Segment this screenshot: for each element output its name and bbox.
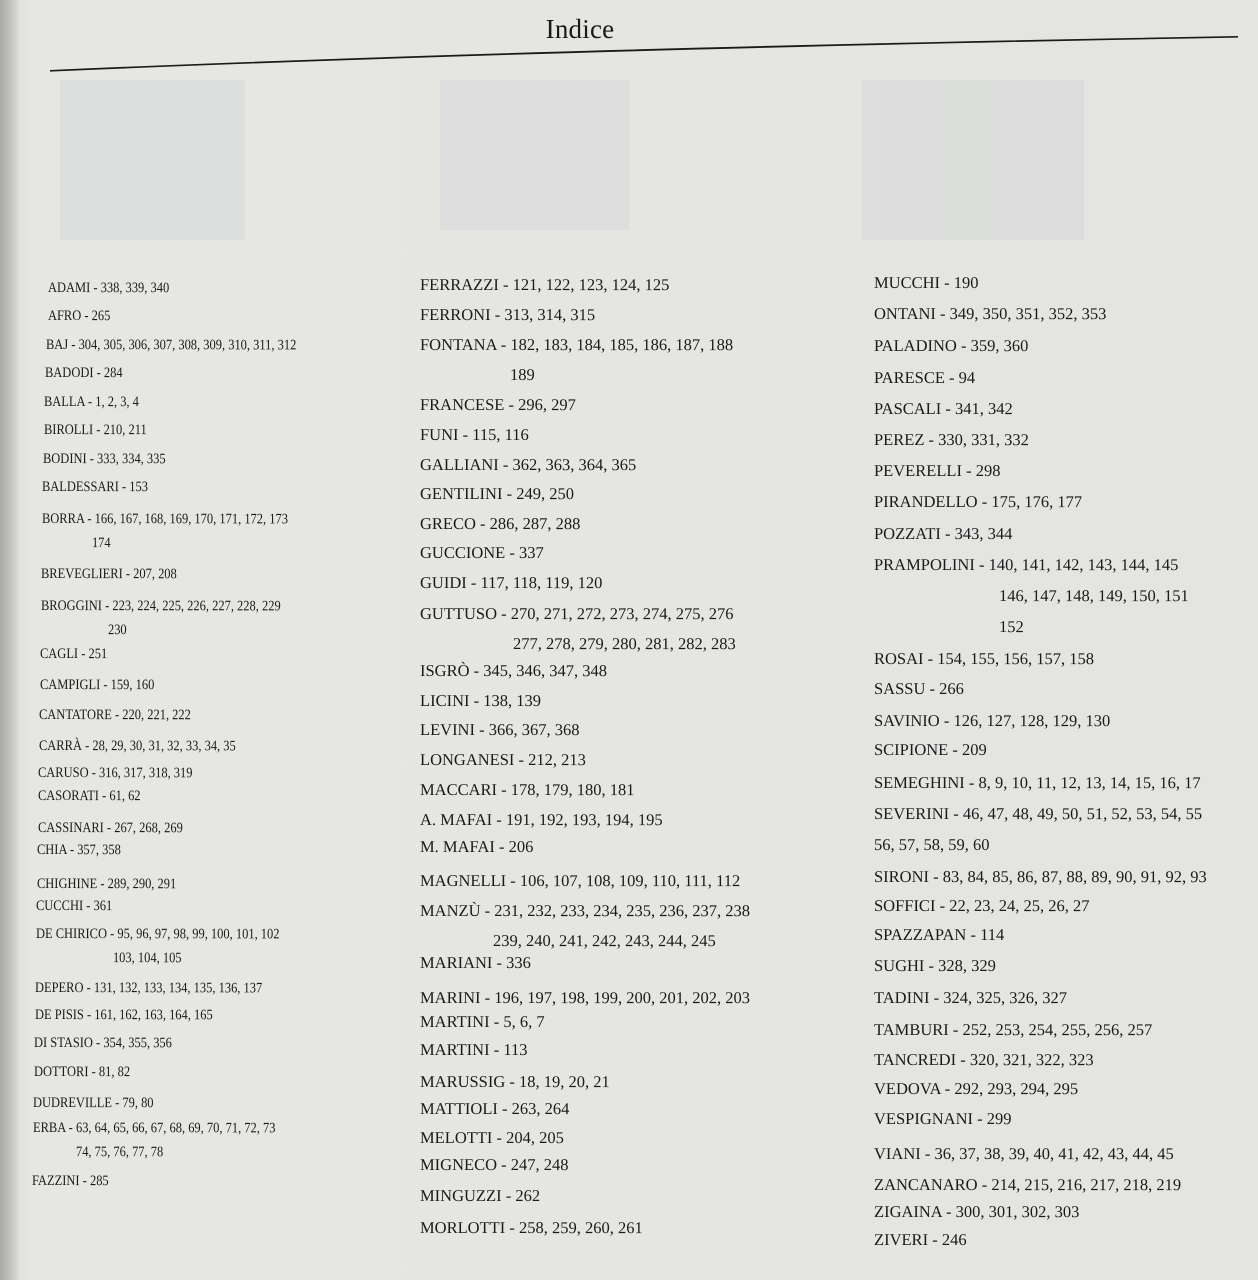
index-entry: MARTINI - 5, 6, 7 [419,1012,545,1032]
entry-artist-name: SOFFICI [873,896,936,916]
entry-page-numbers: 333, 334, 335 [97,451,166,468]
index-entry: SAVINIO - 126, 127, 128, 129, 130 [873,711,1111,731]
entry-artist-name: CANTATORE [38,707,112,724]
entry-artist-name: GENTILINI [419,484,503,504]
entry-artist-name: CUCCHI [35,898,84,915]
entry-artist-name: SPAZZAPAN [873,925,967,945]
index-entry: VESPIGNANI - 299 [873,1109,1012,1129]
index-entry: MARINI - 196, 197, 198, 199, 200, 201, 202, 203 [419,988,750,1008]
page-title: Indice [545,14,615,44]
index-entry: MIGNECO - 247, 248 [419,1155,569,1175]
entry-artist-name: DI STASIO [33,1035,93,1052]
index-entry: GUTTUSO - 270, 271, 272, 273, 274, 275, 276 277, 278, 279, 280, 281, 282, 283 [419,604,736,654]
entry-artist-name: TAMBURI [873,1020,949,1040]
entry-page-numbers: 22, 23, 24, 25, 26, 27 [949,896,1090,916]
index-entry: GENTILINI - 249, 250 [419,484,574,504]
entry-page-numbers: 263, 264 [511,1099,570,1119]
index-entry: DEPERO - 131, 132, 133, 134, 135, 136, 137 [34,980,263,997]
entry-page-numbers: 284 [103,365,123,382]
entry-page-numbers: 191, 192, 193, 194, 195 [505,810,663,830]
index-entry: PEVERELLI - 298 [873,461,1001,481]
entry-artist-name: MINGUZZI [419,1186,502,1206]
entry-page-numbers-continued: 56, 57, 58, 59, 60 [873,835,990,855]
index-entry: CHIGHINE - 289, 290, 291 [36,876,177,893]
index-entry: FONTANA - 182, 183, 184, 185, 186, 187, 188 189 [419,335,734,385]
index-entry: PEREZ - 330, 331, 332 [873,430,1029,450]
index-entry: VEDOVA - 292, 293, 294, 295 [873,1079,1079,1099]
entry-artist-name: SUGHI [873,956,925,976]
index-entry: CARUSO - 316, 317, 318, 319 [37,765,193,782]
entry-page-numbers: 354, 355, 356 [103,1035,172,1052]
entry-page-numbers: 175, 176, 177 [991,492,1083,512]
entry-artist-name: GRECO [419,514,476,534]
entry-artist-name: CARRÀ [38,738,82,755]
entry-page-numbers: 336 [506,953,531,973]
entry-page-numbers-continued: 230 [107,622,127,639]
entry-page-numbers: 207, 208 [133,566,177,583]
entry-page-numbers: 296, 297 [518,395,576,415]
entry-page-numbers: 154, 155, 156, 157, 158 [937,649,1095,669]
entry-artist-name: SASSU [873,679,926,699]
index-entry: GRECO - 286, 287, 288 [419,514,581,534]
entry-page-numbers: 362, 363, 364, 365 [512,455,637,475]
entry-artist-name: GUTTUSO [419,604,497,624]
entry-artist-name: MARTINI [419,1012,490,1032]
index-entry: A. MAFAI - 191, 192, 193, 194, 195 [419,810,663,830]
index-entry: GUIDI - 117, 118, 119, 120 [419,573,603,593]
entry-artist-name: LICINI [419,691,470,711]
entry-artist-name: DOTTORI [33,1064,89,1081]
index-entry: GALLIANI - 362, 363, 364, 365 [419,455,637,475]
entry-artist-name: DEPERO [34,980,84,997]
entry-page-numbers: 5, 6, 7 [503,1012,545,1032]
entry-page-numbers: 300, 301, 302, 303 [955,1202,1080,1222]
index-entry: DE PISIS - 161, 162, 163, 164, 165 [34,1007,213,1024]
entry-page-numbers: 246 [941,1230,967,1250]
entry-artist-name: SAVINIO [873,711,940,731]
entry-artist-name: FAZZINI [31,1173,80,1190]
index-entry: PRAMPOLINI - 140, 141, 142, 143, 144, 145 146, 147, 148, 149, 150, 151 152 [873,555,1189,637]
entry-page-numbers: 357, 358 [77,842,121,859]
index-entry: PARESCE - 94 [873,368,976,388]
entry-page-numbers: 138, 139 [483,691,541,711]
entry-artist-name: CAGLI [39,646,79,663]
entry-page-numbers: 178, 179, 180, 181 [510,780,635,800]
entry-artist-name: MORLOTTI [419,1218,506,1238]
index-entry: BORRA - 166, 167, 168, 169, 170, 171, 172, 173 174 [41,511,288,552]
index-entry: MATTIOLI - 263, 264 [419,1099,570,1119]
entry-artist-name: PALADINO [873,336,957,356]
entry-artist-name: DUDREVILLE [32,1095,112,1112]
entry-page-numbers: 126, 127, 128, 129, 130 [953,711,1111,731]
index-entry: CASORATI - 61, 62 [37,788,141,805]
entry-page-numbers: 1, 2, 3, 4 [95,394,139,411]
index-entry: FAZZINI - 285 [31,1173,109,1190]
index-entry: TAMBURI - 252, 253, 254, 255, 256, 257 [873,1020,1153,1040]
index-entry: DUDREVILLE - 79, 80 [32,1095,154,1112]
index-entry: ISGRÒ - 345, 346, 347, 348 [419,661,608,681]
index-entry: LICINI - 138, 139 [419,691,541,711]
entry-artist-name: CARUSO [37,765,89,782]
index-entry: MARTINI - 113 [419,1040,528,1060]
index-entry: FUNI - 115, 116 [419,425,529,445]
entry-page-numbers: 359, 360 [970,336,1029,356]
entry-artist-name: PRAMPOLINI [873,555,975,575]
index-entry: MAGNELLI - 106, 107, 108, 109, 110, 111, 112 [419,871,741,891]
entry-page-numbers: 182, 183, 184, 185, 186, 187, 188 [510,335,734,355]
entry-page-numbers: 113 [503,1040,528,1060]
entry-page-numbers: 36, 37, 38, 39, 40, 41, 42, 43, 44, 45 [934,1144,1174,1164]
title-rule [50,34,1238,74]
entry-artist-name: VEDOVA [873,1079,941,1099]
entry-artist-name: MACCARI [419,780,498,800]
entry-artist-name: VIANI [873,1144,921,1164]
index-entry: LONGANESI - 212, 213 [419,750,586,770]
entry-page-numbers: 117, 118, 119, 120 [480,573,603,593]
index-entry: DI STASIO - 354, 355, 356 [33,1035,172,1052]
entry-artist-name: SIRONI [873,867,930,887]
entry-artist-name: BODINI [42,451,87,468]
entry-page-numbers: 299 [986,1109,1012,1129]
index-entry: BIROLLI - 210, 211 [43,422,147,439]
entry-page-numbers: 298 [975,461,1001,481]
entry-page-numbers: 63, 64, 65, 66, 67, 68, 69, 70, 71, 72, 73 [75,1120,276,1137]
entry-page-numbers: 166, 167, 168, 169, 170, 171, 172, 173 [94,511,288,528]
entry-page-numbers: 18, 19, 20, 21 [519,1072,610,1092]
index-entry: SCIPIONE - 209 [873,740,987,760]
entry-page-numbers: 262 [515,1186,541,1206]
entry-page-numbers: 46, 47, 48, 49, 50, 51, 52, 53, 54, 55 [962,804,1203,824]
entry-artist-name: PEREZ [873,430,925,450]
index-entry: SEMEGHINI - 8, 9, 10, 11, 12, 13, 14, 15, 16, 17 [873,773,1201,793]
entry-artist-name: FERRAZZI [419,275,499,295]
entry-page-numbers: 343, 344 [954,524,1013,544]
entry-page-numbers: 247, 248 [510,1155,569,1175]
index-entry: DOTTORI - 81, 82 [33,1064,131,1081]
entry-artist-name: ADAMI [47,280,91,297]
index-entry: MANZÙ - 231, 232, 233, 234, 235, 236, 237, 238 239, 240, 241, 242, 243, 244, 245 [419,901,750,951]
index-entry: CASSINARI - 267, 268, 269 [37,820,183,837]
index-entry: TANCREDI - 320, 321, 322, 323 [873,1050,1094,1070]
entry-page-numbers: 209 [962,740,987,760]
entry-page-numbers: 292, 293, 294, 295 [954,1079,1079,1099]
index-entry: BAJ - 304, 305, 306, 307, 308, 309, 310, 311, 312 [45,337,297,354]
entry-page-numbers: 223, 224, 225, 226, 227, 228, 229 [112,598,281,615]
entry-artist-name: FONTANA [419,335,497,355]
index-entry: ZANCANARO - 214, 215, 216, 217, 218, 219 [873,1175,1182,1195]
entry-artist-name: MARTINI [419,1040,490,1060]
entry-artist-name: CHIGHINE [36,876,98,893]
index-entry: LEVINI - 366, 367, 368 [419,720,580,740]
entry-artist-name: BREVEGLIERI [40,566,123,583]
index-entry: PIRANDELLO - 175, 176, 177 [873,492,1083,512]
entry-page-numbers: 285 [89,1173,109,1190]
index-entry: CARRÀ - 28, 29, 30, 31, 32, 33, 34, 35 [38,738,236,755]
index-entry: MACCARI - 178, 179, 180, 181 [419,780,635,800]
index-entry: CANTATORE - 220, 221, 222 [38,707,191,724]
entry-page-numbers: 231, 232, 233, 234, 235, 236, 237, 238 [494,901,750,921]
entry-page-numbers: 366, 367, 368 [488,720,580,740]
entry-page-numbers: 258, 259, 260, 261 [518,1218,643,1238]
index-entry: SUGHI - 328, 329 [873,956,996,976]
index-entry: SEVERINI - 46, 47, 48, 49, 50, 51, 52, 53, 54, 55 56, 57, 58, 59, 60 [873,804,1203,855]
index-entry: DE CHIRICO - 95, 96, 97, 98, 99, 100, 101, 102 103, 104, 105 [35,926,280,967]
entry-page-numbers: 252, 253, 254, 255, 256, 257 [962,1020,1153,1040]
entry-page-numbers: 286, 287, 288 [489,514,581,534]
index-entry: SPAZZAPAN - 114 [873,925,1005,945]
entry-artist-name: PIRANDELLO [873,492,978,512]
entry-page-numbers-continued: 239, 240, 241, 242, 243, 244, 245 [492,931,716,951]
index-entry: MARUSSIG - 18, 19, 20, 21 [419,1072,610,1092]
index-entry: FERRONI - 313, 314, 315 [419,305,596,325]
entry-page-numbers: 131, 132, 133, 134, 135, 136, 137 [93,980,263,997]
index-entry: GUCCIONE - 337 [419,543,544,563]
entry-artist-name: SEMEGHINI [873,773,965,793]
spine-shadow [0,0,20,1280]
entry-artist-name: LEVINI [419,720,475,740]
entry-page-numbers: 81, 82 [98,1064,131,1081]
entry-artist-name: ZIVERI [873,1230,929,1250]
index-entry: BROGGINI - 223, 224, 225, 226, 227, 228, 229 230 [40,598,281,639]
entry-artist-name: DE PISIS [34,1007,84,1024]
entry-page-numbers: 83, 84, 85, 86, 87, 88, 89, 90, 91, 92, 93 [942,867,1207,887]
entry-page-numbers: 337 [518,543,544,563]
index-entry: CAMPIGLI - 159, 160 [39,677,155,694]
show-through-image [440,80,630,230]
entry-page-numbers: 316, 317, 318, 319 [98,765,193,782]
entry-artist-name: A. MAFAI [419,810,493,830]
index-entry: MINGUZZI - 262 [419,1186,541,1206]
entry-page-numbers: 289, 290, 291 [107,876,177,893]
entry-page-numbers: 190 [953,273,979,293]
entry-page-numbers: 115, 116 [472,425,529,445]
entry-page-numbers: 361 [93,898,113,915]
index-entry: PALADINO - 359, 360 [873,336,1029,356]
index-entry: BADODI - 284 [44,365,123,382]
show-through-image [862,80,1084,240]
entry-artist-name: MIGNECO [419,1155,497,1175]
entry-page-numbers-continued: 174 [91,535,111,552]
index-entry: ROSAI - 154, 155, 156, 157, 158 [873,649,1095,669]
entry-page-numbers-continued: 189 [509,365,535,385]
entry-page-numbers: 121, 122, 123, 124, 125 [512,275,670,295]
index-entry: SASSU - 266 [873,679,964,699]
index-entry: BALLA - 1, 2, 3, 4 [43,394,139,411]
entry-artist-name: BALDESSARI [41,479,119,496]
entry-artist-name: MARUSSIG [419,1072,506,1092]
index-entry: MORLOTTI - 258, 259, 260, 261 [419,1218,643,1238]
entry-artist-name: ZANCANARO [873,1175,978,1195]
entry-artist-name: ONTANI [873,304,936,324]
index-entry: ADAMI - 338, 339, 340 [47,280,170,297]
entry-artist-name: PARESCE [873,368,945,388]
index-entry: CUCCHI - 361 [35,898,113,915]
index-entry: SIRONI - 83, 84, 85, 86, 87, 88, 89, 90, 91, 92, 93 [873,867,1207,887]
entry-page-numbers: 94 [958,368,976,388]
entry-page-numbers: 249, 250 [516,484,574,504]
entry-artist-name: BALLA [43,394,85,411]
entry-page-numbers: 196, 197, 198, 199, 200, 201, 202, 203 [494,988,750,1008]
entry-page-numbers: 304, 305, 306, 307, 308, 309, 310, 311, 312 [78,337,297,354]
entry-page-numbers: 345, 346, 347, 348 [483,661,608,681]
entry-artist-name: PASCALI [873,399,942,419]
entry-page-numbers: 159, 160 [110,677,155,694]
entry-page-numbers: 79, 80 [122,1095,154,1112]
index-entry: ZIVERI - 246 [873,1230,967,1250]
entry-artist-name: MATTIOLI [419,1099,498,1119]
entry-page-numbers: 330, 331, 332 [938,430,1029,450]
entry-artist-name: BADODI [44,365,94,382]
index-entry: BREVEGLIERI - 207, 208 [40,566,177,583]
index-entry: POZZATI - 343, 344 [873,524,1013,544]
index-entry: ONTANI - 349, 350, 351, 352, 353 [873,304,1107,324]
entry-artist-name: MAGNELLI [419,871,507,891]
entry-page-numbers: 214, 215, 216, 217, 218, 219 [991,1175,1182,1195]
entry-artist-name: CASSINARI [37,820,104,837]
entry-page-numbers-continued: 152 [998,617,1024,637]
entry-page-numbers-continued: 103, 104, 105 [112,950,182,967]
entry-artist-name: GUCCIONE [419,543,506,563]
index-entry: ERBA - 63, 64, 65, 66, 67, 68, 69, 70, 71, 72, 73 74, 75, 76, 77, 78 [32,1120,276,1161]
entry-page-numbers: 349, 350, 351, 352, 353 [949,304,1107,324]
entry-artist-name: PEVERELLI [873,461,962,481]
entry-artist-name: FRANCESE [419,395,505,415]
entry-artist-name: GUIDI [419,573,467,593]
entry-page-numbers: 328, 329 [938,956,996,976]
index-entry: ZIGAINA - 300, 301, 302, 303 [873,1202,1080,1222]
entry-page-numbers: 266 [939,679,964,699]
entry-artist-name: CASORATI [37,788,99,805]
entry-page-numbers: 251 [88,646,108,663]
index-entry: MARIANI - 336 [419,953,531,973]
entry-page-numbers: 338, 339, 340 [100,280,170,297]
entry-artist-name: BORRA [41,511,85,528]
entry-artist-name: BROGGINI [40,598,102,615]
index-entry: MUCCHI - 190 [873,273,979,293]
entry-artist-name: CHIA [36,842,67,859]
index-entry: M. MAFAI - 206 [419,837,534,857]
entry-artist-name: M. MAFAI [419,837,495,857]
entry-artist-name: BAJ [45,337,69,354]
entry-page-numbers: 206 [508,837,534,857]
entry-page-numbers: 320, 321, 322, 323 [969,1050,1094,1070]
entry-artist-name: ROSAI [873,649,924,669]
entry-artist-name: ISGRÒ [419,661,470,681]
index-entry: AFRO - 265 [47,308,111,325]
entry-page-numbers: 265 [91,308,111,325]
entry-page-numbers: 95, 96, 97, 98, 99, 100, 101, 102 [117,926,280,943]
entry-artist-name: VESPIGNANI [873,1109,973,1129]
index-entry: VIANI - 36, 37, 38, 39, 40, 41, 42, 43, 44, 45 [873,1144,1174,1164]
entry-page-numbers: 212, 213 [528,750,586,770]
entry-artist-name: GALLIANI [419,455,499,475]
index-entry: PASCALI - 341, 342 [873,399,1013,419]
entry-page-numbers: 324, 325, 326, 327 [943,988,1067,1008]
entry-page-numbers: 220, 221, 222 [122,707,191,724]
entry-page-numbers: 341, 342 [954,399,1013,419]
entry-page-numbers: 204, 205 [506,1128,564,1148]
index-entry: TADINI - 324, 325, 326, 327 [873,988,1067,1008]
entry-page-numbers: 267, 268, 269 [114,820,183,837]
entry-page-numbers: 106, 107, 108, 109, 110, 111, 112 [519,871,741,891]
index-entry: BALDESSARI - 153 [41,479,149,496]
entry-artist-name: TADINI [873,988,930,1008]
entry-artist-name: MARINI [419,988,481,1008]
entry-artist-name: SEVERINI [873,804,950,824]
entry-page-numbers-continued: 146, 147, 148, 149, 150, 151 [998,586,1189,606]
entry-page-numbers: 210, 211 [103,422,147,439]
entry-page-numbers: 153 [129,479,149,496]
index-entry: CAGLI - 251 [39,646,108,663]
entry-page-numbers: 270, 271, 272, 273, 274, 275, 276 [510,604,734,624]
entry-page-numbers: 8, 9, 10, 11, 12, 13, 14, 15, 16, 17 [978,773,1201,793]
entry-artist-name: ERBA [32,1120,66,1137]
index-entry: FERRAZZI - 121, 122, 123, 124, 125 [419,275,670,295]
entry-artist-name: MUCCHI [873,273,941,293]
entry-artist-name: ZIGAINA [873,1202,942,1222]
show-through-image [60,80,245,240]
index-entry: BODINI - 333, 334, 335 [42,451,166,468]
entry-artist-name: SCIPIONE [873,740,949,760]
entry-page-numbers: 313, 314, 315 [504,305,596,325]
index-entry: SOFFICI - 22, 23, 24, 25, 26, 27 [873,896,1090,916]
entry-artist-name: MANZÙ [419,901,481,921]
entry-artist-name: LONGANESI [419,750,515,770]
entry-page-numbers-continued: 277, 278, 279, 280, 281, 282, 283 [512,634,736,654]
entry-artist-name: DE CHIRICO [35,926,108,943]
entry-page-numbers: 114 [980,925,1005,945]
entry-page-numbers: 61, 62 [109,788,141,805]
entry-artist-name: TANCREDI [873,1050,957,1070]
index-entry: CHIA - 357, 358 [36,842,121,859]
entry-page-numbers: 140, 141, 142, 143, 144, 145 [988,555,1179,575]
entry-page-numbers-continued: 74, 75, 76, 77, 78 [75,1144,164,1161]
entry-artist-name: AFRO [47,308,82,325]
entry-artist-name: FUNI [419,425,459,445]
entry-artist-name: MELOTTI [419,1128,493,1148]
index-entry: FRANCESE - 296, 297 [419,395,576,415]
index-entry: MELOTTI - 204, 205 [419,1128,564,1148]
entry-artist-name: MARIANI [419,953,493,973]
entry-artist-name: CAMPIGLI [39,677,101,694]
entry-artist-name: FERRONI [419,305,491,325]
entry-artist-name: POZZATI [873,524,941,544]
entry-page-numbers: 28, 29, 30, 31, 32, 33, 34, 35 [92,738,236,755]
entry-page-numbers: 161, 162, 163, 164, 165 [94,1007,213,1024]
entry-artist-name: BIROLLI [43,422,94,439]
